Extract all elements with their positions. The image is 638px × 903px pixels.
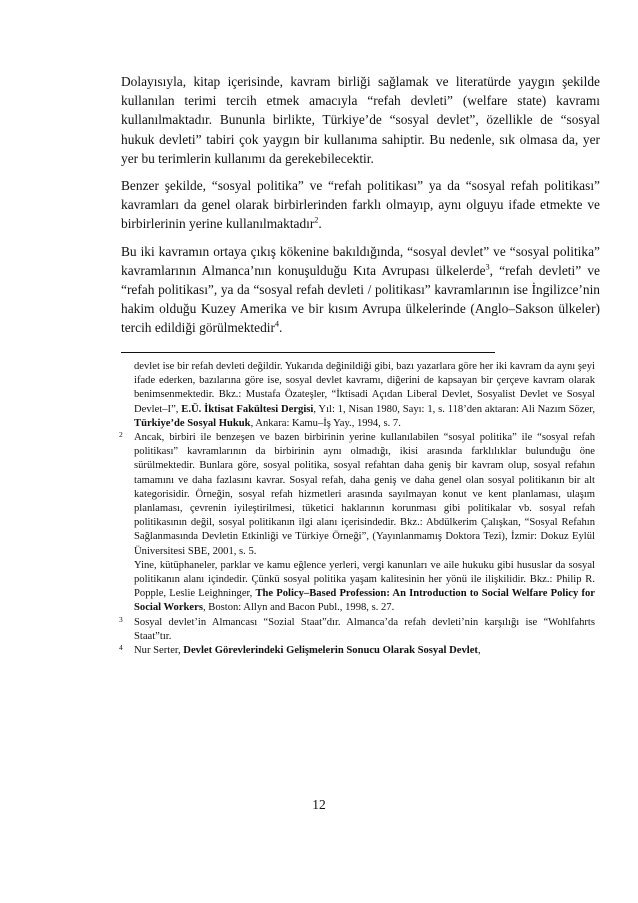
paragraph-3: Bu iki kavramın ortaya çıkış kökenine bakıldığında, “sosyal devlet” ve “sosyal politika” kavramlarının Almanca’nın konuşulduğu Kıta Avrupası ülkelerde$^3$, “refah devleti” ve “refah politikası”, ya da “sosyal refah devleti / politikası” kavramlarının ise İngilizce’nin hakim olduğu Kuzey Amerika ve bir kısım Avrupa ülkelerinde (Anglo–Sakson ülkeler) tercih edildiği görülmektedir$^4$. [121, 243, 600, 336]
paragraph-2: Benzer şekilde, “sosyal politika” ve “refah politikası” ya da “sosyal refah politikası” kavramları da genel olarak birbirlerinden farklı olmayıp, aynı olguyu ifade etmekte ve birbirlerinin yerine kullanılmaktadır$^2$. [121, 178, 600, 232]
footnote-number: 2 [119, 430, 123, 440]
footnotes [115, 360, 595, 658]
footnote-separator [121, 352, 495, 353]
page-number: 12 [312, 797, 326, 812]
footnote-ref-2[interactable]: 2 [314, 215, 319, 225]
footnote-number: 4 [119, 643, 123, 653]
footnote-ref-4[interactable]: 4 [274, 319, 279, 329]
main-text [121, 72, 600, 346]
footnote-continuation: devlet ise bir refah devleti değildir. Yukarıda değinildiği gibi, bazı yazarlara göre her iki kavram da aynı şeyi ifade ederken, bazılarına göre ise, sosyal devlet kavramı, diğerini de kapsayan bir çerçeve kavram olarak benimsenmektedir. Bkz.: Mustafa Özateşler, “İktisadi Açıdan Liberal Devlet, Sosyalist Devlet ve Sosyal Devlet–I”, E.Ü. İktisat Fakültesi Dergisi, Yıl: 1, Nisan 1980, Sayı: 1, s. 118’den aktaran: Ali Nazım Sözer, Türkiye’de Sosyal Hukuk, Ankara: Kamu–İş Yay., 1994, s. 7. [134, 361, 595, 429]
paragraph-1: Dolayısıyla, kitap içerisinde, kavram birliği sağlamak ve literatürde yaygın şekilde kullanılan terimi tercih etmek amacıyla “refah devleti” (welfare state) kavramı kullanılmaktadır. Bununla birlikte, Türkiye’de “sosyal devlet”, özellikle de “sosyal hukuk devleti” tabiri çok yaygın bir kullanıma sahiptir. Bu nedenle, sık olmasa da, yer yer bu terimlerin kullanımı da gerekebilecektir. [121, 74, 600, 166]
footnote-3: 3 Sosyal devlet’in Almancası “Sozial Staat”dır. Almanca’da refah devleti’nin karşılığı ise “Wohlfahrts Staat”tır. [119, 614, 595, 642]
footnote-ref-3[interactable]: 3 [485, 262, 490, 272]
footnote-number: 3 [119, 614, 123, 624]
footnote-4: 4 Nur Serter, Devlet Görevlerindeki Gelişmelerin Sonucu Olarak Sosyal Devlet, [119, 643, 481, 657]
footnote-2: 2 Ancak, birbiri ile benzeşen ve bazen birbirinin yerine kullanılabilen “sosyal politika” ile “sosyal refah politikası” kavramlarının da birbirinin aynı olmadığı, ikisi arasında farklılıklar bulunduğu öne sürülmektedir. Bunlara göre, sosyal politika, sosyal refahtan daha geniş bir kavram olup, sosyal refahın tamamını ve daha fazlasını kavrar. Sosyal refah, daha geniş ve daha genel olan sosyal politikanın bir alt kategorisidir. Örneğin, sosyal refah hizmetleri arasında sayılmayan konut ve kent planlaması, ulaşım planlaması, çevrenin iyileştirilmesi, tüketici haklarının korunması gibi politikalar vb. sosyal refah politikasının değil, sosyal politikanın ilgi alanı içerisindedir. Bkz.: Abdülkerim Çalışkan, “Sosyal Refahın Sağlanmasında Devletin Etkinliği ve Türkiye Örneği”, (Yayınlanmamış Doktora Tezi), İzmir: Dokuz Eylül Üniversitesi SBE, 2001, s. 5. Yine, kütüphaneler, parklar ve kamu eğlence yerleri, vergi kanunları ve aile hukuku gibi hususlar da sosyal politikanın alanı içindedir. Çünkü sosyal politika yaşam kalitesinin her yönü ile ilişkilidir. Bkz.: Philip R. Popple, Leslie Leighninger, The Policy–Based Profession: An Introduction to Social Welfare Policy for Social Workers, Boston: Allyn and Bacon Publ., 1998, s. 27. [119, 430, 595, 614]
